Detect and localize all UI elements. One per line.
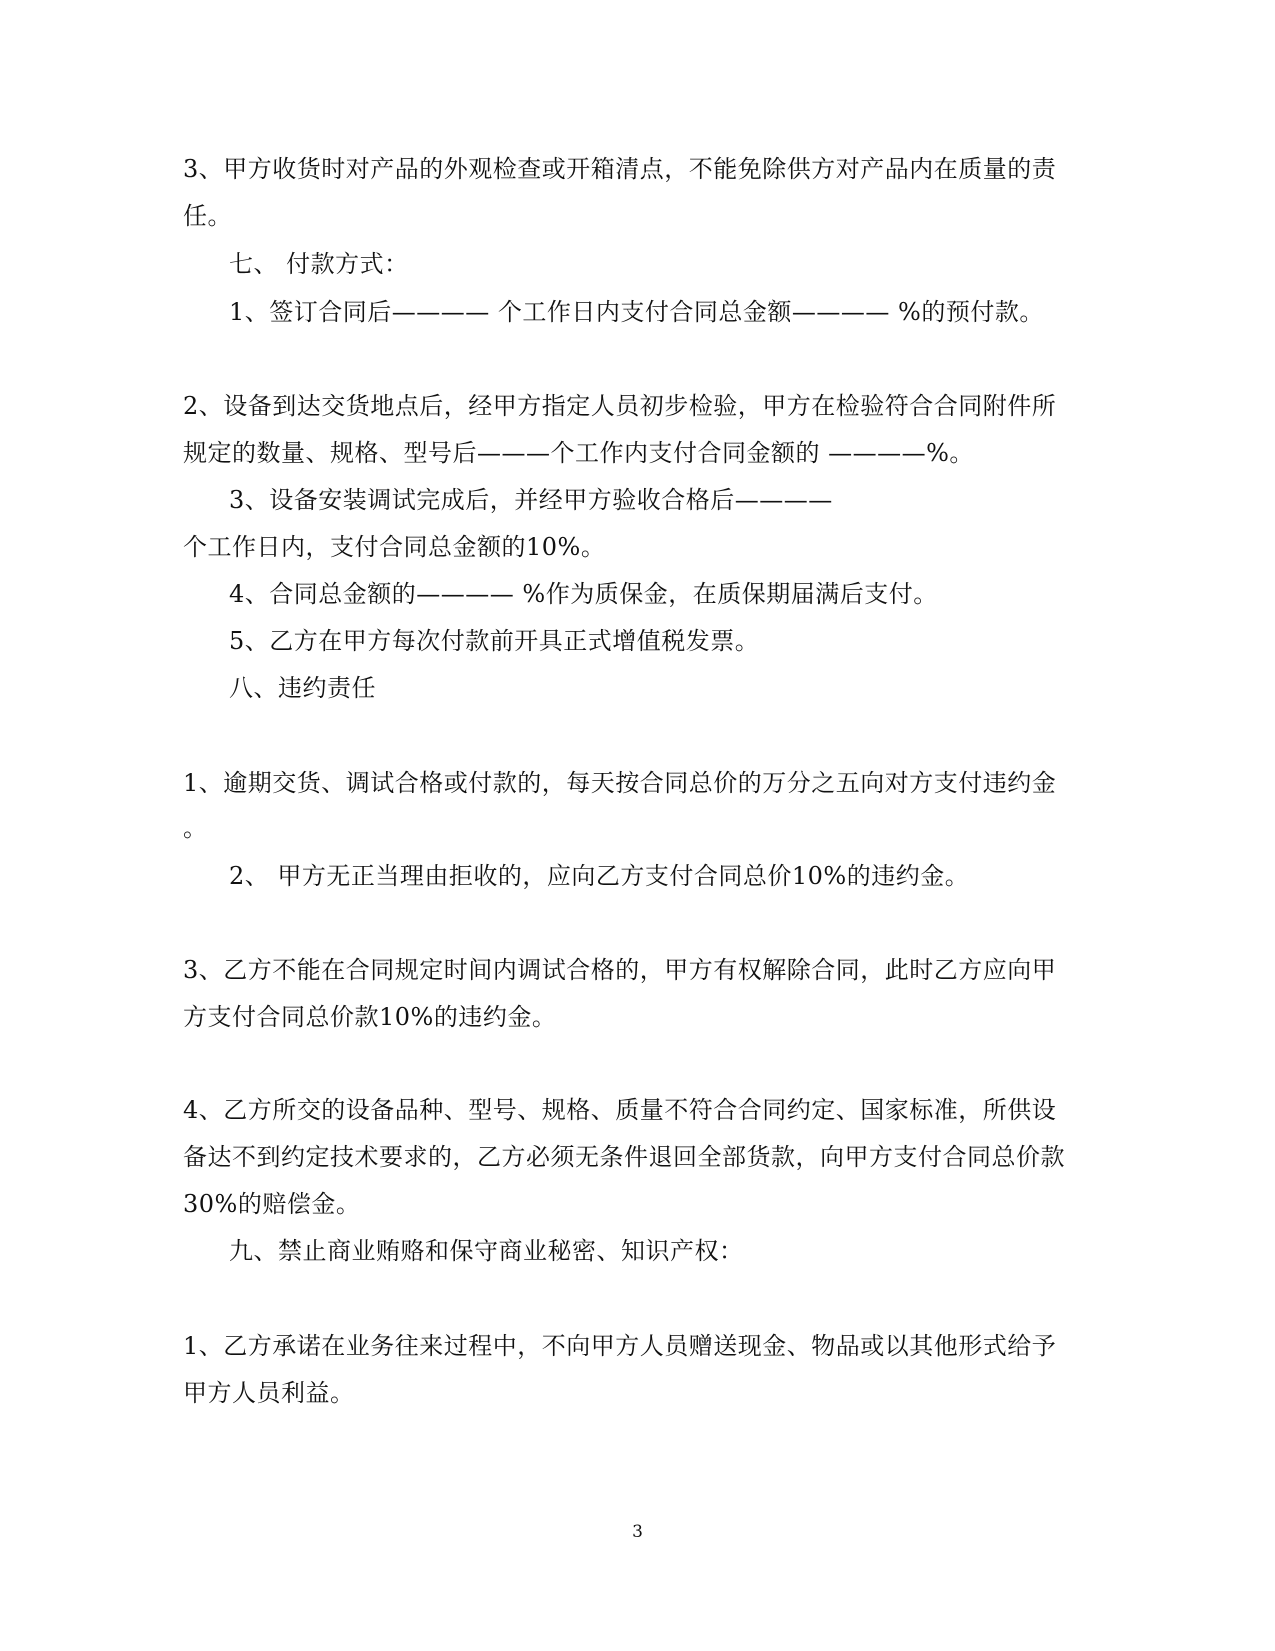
clause-7-2-line-2: 规定的数量、规格、型号后———个工作内支付合同金额的 ————%。 (183, 439, 974, 467)
clause-7-3-line-1: 3、设备安装调试完成后，并经甲方验收合格后———— (229, 486, 833, 514)
clause-8-4-line-3: 30%的赔偿金。 (183, 1190, 361, 1218)
clause-8-4-line-2: 备达不到约定技术要求的，乙方必须无条件退回全部货款，向甲方支付合同总价款 (183, 1143, 1065, 1171)
clause-8-4-line-1: 4、乙方所交的设备品种、型号、规格、质量不符合合同约定、国家标准，所供设 (183, 1096, 1057, 1124)
clause-8-1-line-1: 1、逾期交货、调试合格或付款的，每天按合同总价的万分之五向对方支付违约金 (183, 769, 1057, 797)
clause-9-1-line-2: 甲方人员利益。 (183, 1379, 355, 1407)
clause-7-2-line-1: 2、设备到达交货地点后，经甲方指定人员初步检验，甲方在检验符合合同附件所 (183, 392, 1057, 420)
section-8-heading: 八、违约责任 (229, 674, 376, 702)
clause-7-3-line-2: 个工作日内，支付合同总金额的10%。 (183, 533, 606, 561)
clause-7-5: 5、乙方在甲方每次付款前开具正式增值税发票。 (229, 627, 760, 655)
clause-7-1: 1、签订合同后———— 个工作日内支付合同总金额———— %的预付款。 (229, 298, 1044, 326)
clause-8-3-line-2: 方支付合同总价款10%的违约金。 (183, 1003, 557, 1031)
section-7-heading: 七、 付款方式： (229, 250, 409, 278)
page-number: 3 (632, 1522, 643, 1542)
clause-8-3-line-1: 3、乙方不能在合同规定时间内调试合格的，甲方有权解除合同，此时乙方应向甲 (183, 956, 1057, 984)
section-9-heading: 九、禁止商业贿赂和保守商业秘密、知识产权： (229, 1237, 744, 1265)
clause-6-3-line-1: 3、甲方收货时对产品的外观检查或开箱清点，不能免除供方对产品内在质量的责 (183, 155, 1057, 183)
clause-6-3-line-2: 任。 (183, 202, 232, 230)
clause-9-1-line-1: 1、乙方承诺在业务往来过程中，不向甲方人员赠送现金、物品或以其他形式给予 (183, 1332, 1057, 1360)
clause-8-2: 2、 甲方无正当理由拒收的，应向乙方支付合同总价10%的违约金。 (229, 862, 970, 890)
clause-7-4: 4、合同总金额的———— %作为质保金，在质保期届满后支付。 (229, 580, 938, 608)
clause-8-1-line-2: 。 (183, 814, 208, 842)
